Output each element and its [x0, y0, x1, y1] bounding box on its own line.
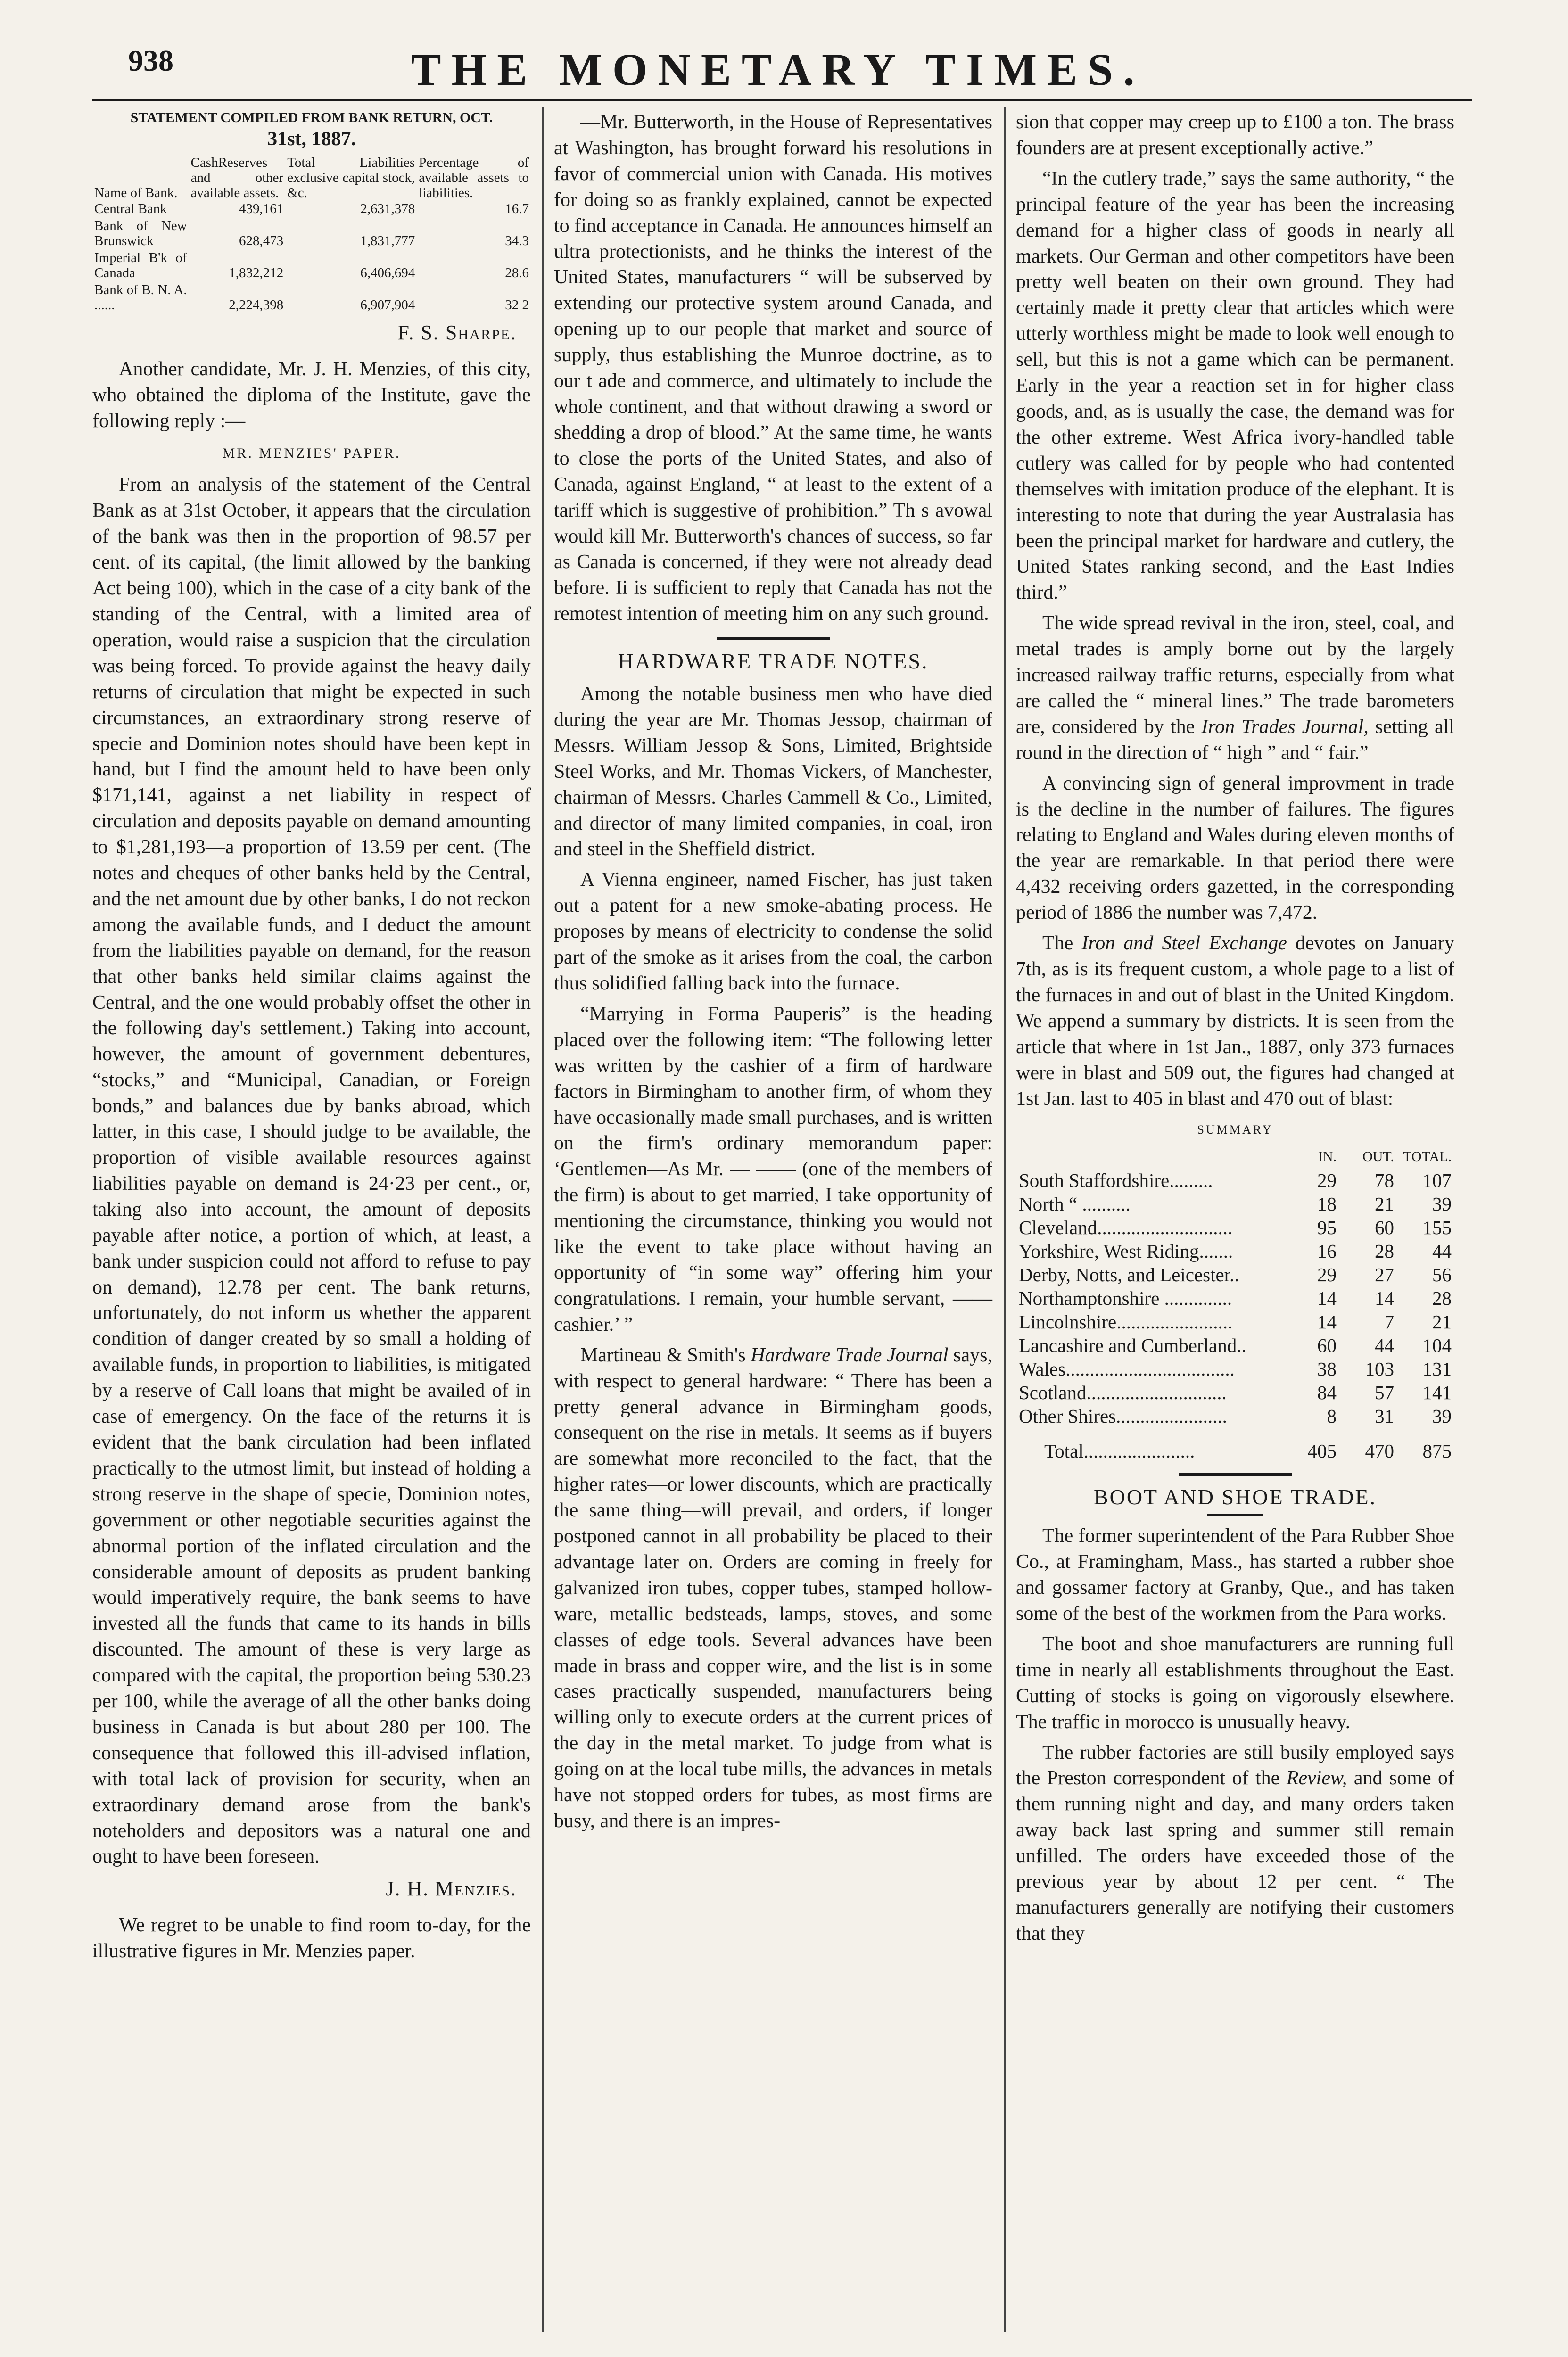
- district: Scotland.............................: [1019, 1382, 1227, 1404]
- hardware-report-text: says, with respect to general hardware: “ There has been a pretty general advance in Birmingham goods, consequent on the rise in metals. It seems as if buyers are somewhat more reconciled to the fact, that the higher rates—or lower discounts, which are practically the same thing—will prevail, and orders, if longer postponed cannot in all probability be placed to their advantage later on. Orders are coming in freely for galvanized iron tubes, copper tubes, stamped hollow-ware, metallic bedsteads, lamps, stoves, and some classes of edge tools. Several advances have been made in brass and copper wire, and the list is in some cases practically suspended, manufacturers being willing only to execute orders at the current prices of the day in the metal market. To judge from what is going on at the local tube mills, the advances in metals have not stopped orders for tubes, as most firms are busy, and there is an impres-: [554, 1344, 993, 1832]
- statement-col-name: Name of Bank.: [94, 185, 178, 200]
- district: Cleveland............................: [1019, 1217, 1233, 1239]
- total-value: 44: [1432, 1240, 1452, 1262]
- in-value: 60: [1317, 1335, 1337, 1357]
- reserves-value: 628,473: [239, 233, 284, 248]
- in-value: 14: [1317, 1311, 1337, 1333]
- district: Wales...................................: [1019, 1358, 1235, 1380]
- hardware-birmingham-report: [554, 1343, 992, 1834]
- bank-name: Imperial B'k of Canada: [94, 250, 187, 280]
- in-value: 14: [1317, 1287, 1337, 1310]
- out-value: 78: [1375, 1170, 1394, 1192]
- statement-signature: F. S. Sharpe.: [397, 321, 517, 344]
- butterworth-article: —Mr. Butterworth, in the House of Representatives at Washington, has brought forward his resolutions in favor of commercial union with Canada. His motives for doing so as frankly explained, cannot be expected to find acceptance in Canada. He announces himself an ultra protectionists, and he thinks the interest of the United States, manufacturers “ will be subserved by extending our protective system around Canada, and opening up to our people that market and source of supply, thus establishing the Munroe doctrine, as to our t ade and commerce, and ultimately to include the whole continent, and that without drawing a sword or shedding a drop of blood.” At the same time, he wants to close the ports of the United States, and also of Canada, against England, “ at least to the extent of a tariff which is suggestive of prohibition.” Th s avowal would kill Mr. Butterworth's chances of success, so far as Canada is concerned, if they were not already dead before. Ii is sufficient to reply that Canada has not the remotest intention of meeting him on any such ground.: [554, 111, 992, 625]
- iron-trades-journal-title: Iron Trades Journal,: [1201, 716, 1369, 738]
- boot-manufacturers: The boot and shoe manufacturers are running full time in nearly all establishments throughout the East. Cutting of stocks is going on vigorously elsewhere. The traffic in morocco is unusually heavy.: [1016, 1633, 1454, 1733]
- out-value: 27: [1375, 1264, 1394, 1286]
- menzies-signature: J. H. Menzies.: [386, 1877, 517, 1901]
- cutlery-paragraph: “In the cutlery trade,” says the same authority, “ the principal feature of the year has been the increasing demand for a higher class of goods in nearly all markets. Our German and other competitors have been pretty well beaten on their own ground. They had certainly made it pretty clear that articles which were utterly worthless might be made to look well enough to sell, but this is not a game which can be permanent. Early in the year a reaction set in for higher class goods, and, as is usually the case, the demand was for the other extreme. West Africa ivory-handled table cutlery was called for by people who had contented themselves with imitation produce of the elephant. It is interesting to note that during the year Australasia has been the principal market for hardware and cutlery, the United States ranking second, and the East Indies third.”: [1016, 167, 1454, 604]
- district: South Staffordshire.........: [1019, 1170, 1213, 1192]
- in-value: 38: [1317, 1358, 1337, 1380]
- in-value: 84: [1317, 1382, 1337, 1404]
- column-3: [1016, 109, 1454, 1952]
- review-title: Review,: [1286, 1767, 1347, 1789]
- liabilities-value: 6,406,694: [360, 265, 415, 280]
- exchange-text-end: devotes on January 7th, as is its frequent custom, a whole page to a list of the furnaces in and out of blast in the United Kingdom. We append a summary by districts. It is seen from the article that where in 1st Jan., 1887, only 373 furnaces were in blast and 509 out, the figures had changed at 1st Jan. last to 405 in blast and 470 out of blast:: [1016, 932, 1455, 1110]
- hardware-smoke-patent: A Vienna engineer, named Fischer, has just taken out a patent for a new smoke-abating process. He proposes by means of electricity to condense the solid part of the smoke as it arises from the coal, the carbon thus solidified falling back into the furnace.: [554, 869, 992, 994]
- total-total: 875: [1422, 1440, 1452, 1462]
- out-value: 44: [1375, 1335, 1394, 1357]
- table-row: [1016, 1192, 1454, 1216]
- in-value: 18: [1317, 1193, 1337, 1215]
- section-rule: [1179, 1473, 1292, 1476]
- liabilities-value: 2,631,378: [360, 201, 415, 216]
- statement-col-percentage: Percentage of available assets to liabilities.: [419, 155, 529, 200]
- total-label: Total.......................: [1044, 1440, 1195, 1462]
- menzies-paper-body: From an analysis of the statement of the Central Bank as at 31st October, it appears that the circulation of the bank was then in the proportion of 98.57 per cent. of its capital, (the limit allowed by the banking Act being 100), which in the case of a city bank of the standing of the Central, with a limited area of operation, would raise a suspicion that the circulation was being forced. To provide against the heavy daily returns of circulation that might be expected in such circumstances, an extraordinary strong reserve of specie and Dominion notes should have been kept in hand, but I find the amount held to have been only $171,141, against a net liability in respect of circulation and deposits payable on demand amounting to $1,281,193—a proportion of 13.59 per cent. (The notes and cheques of other banks held by the Central, and the net amount due by other banks, I do not reckon among the available funds, and I deduct the amount from the liabilities payable on demand, for the reason that other banks held similar claims against the Central, and the one would probably offset the other in the following day's settlement.) Taking into account, however, the amount of government debentures, “stocks,” and “Municipal, Canadian, or Foreign bonds,” and balances due by banks abroad, which latter, in this case, I should judge to be available, the proportion of visible available resources against liabilities payable on demand is 24·23 per cent., or, taking also into account, the amount of deposits payable after notice, a portion of which, at least, a bank under suspicion could not afford to refuse to pay on demand), 12.78 per cent. The bank returns, unfortunately, do not inform us whether the apparent condition of danger created by so small a holding of available funds, in proportion to liabilities, is mitigated by a reserve of Call loans that might be availed of in case of emergency. On the face of the returns it is evident that the bank circulation had been inflated practically to the utmost limit, but instead of holding a strong reserve in the shape of specie, Dominion notes, government or other negotiable securities against the abnormal portion of the inflated circulation and the considerable amount of deposits as prudent banking would imperatively require, the bank seems to have invested all the funds that came to its hands in bills discounted. The amount of these is very large as compared with the capital, the proportion being 530.23 per 100, while the average of all the other banks doing business in Canada is but about 280 per 100. The consequence that followed this ill-advised inflation, with total lack of provision for security, when an extraordinary demand arose from the bank's noteholders and depositors was a natural one and ought to have been foreseen.: [92, 474, 531, 1868]
- total-value: 107: [1422, 1170, 1452, 1192]
- liabilities-value: 6,907,904: [360, 297, 415, 313]
- in-value: 29: [1317, 1264, 1337, 1286]
- total-value: 21: [1432, 1311, 1452, 1333]
- table-row: [92, 249, 531, 281]
- exchange-text: The: [1042, 932, 1073, 955]
- percentage-value: 32 2: [505, 297, 529, 313]
- table-row: [92, 217, 531, 249]
- column-2: [554, 109, 992, 1839]
- in-value: 29: [1317, 1170, 1337, 1192]
- district: North “ ..........: [1019, 1193, 1131, 1215]
- hardware-journal-title: Hardware Trade Journal: [751, 1344, 949, 1366]
- reserves-value: 2,224,398: [229, 297, 284, 313]
- iron-steel-exchange-title: Iron and Steel Exchange: [1081, 932, 1287, 955]
- summary-col-out: OUT.: [1362, 1149, 1394, 1165]
- district: Yorkshire, West Riding.......: [1019, 1240, 1233, 1262]
- statement-col-reserves: CashReserves and other available assets.: [190, 155, 284, 200]
- percentage-value: 28.6: [505, 265, 529, 280]
- menzies-paper-heading: MR. MENZIES' PAPER.: [222, 445, 401, 461]
- table-row: [1016, 1404, 1454, 1428]
- total-value: 56: [1432, 1264, 1452, 1286]
- in-value: 16: [1317, 1240, 1337, 1262]
- hardware-obituaries: Among the notable business men who have died during the year are Mr. Thomas Jessop, chairman of Messrs. William Jessop & Sons, Limited, Brightside Steel Works, and Mr. Thomas Vickers, of Manchester, chairman of Messrs. Charles Cammell & Co., Limited, and director of many limited companies, in coal, iron and steel in the Sheffield district.: [554, 683, 992, 860]
- total-in: 405: [1307, 1440, 1337, 1462]
- out-value: 28: [1375, 1240, 1394, 1262]
- total-value: 28: [1432, 1287, 1452, 1310]
- table-row: [1016, 1286, 1454, 1310]
- total-value: 155: [1422, 1217, 1452, 1239]
- total-value: 131: [1422, 1358, 1452, 1380]
- revival-text: The wide spread revival in the iron, steel, coal, and metal trades is amply borne out by the largely increased railway traffic returns, especially from what are called the “ mineral lines.” The trade barometers are, considered by the: [1016, 612, 1454, 738]
- furnace-summary-table: [1016, 1145, 1454, 1463]
- boot-shoe-heading: BOOT AND SHOE TRADE.: [1093, 1485, 1377, 1509]
- hardware-source-text: Martineau & Smith's: [580, 1344, 746, 1366]
- summary-col-in: IN.: [1318, 1149, 1337, 1165]
- closing-note: We regret to be unable to find room to-day, for the illustrative figures in Mr. Menzies paper.: [92, 1914, 531, 1962]
- district: Lincolnshire........................: [1019, 1311, 1233, 1333]
- statement-table: [92, 155, 531, 313]
- summary-total-row: [1016, 1428, 1454, 1463]
- percentage-value: 34.3: [505, 233, 529, 248]
- in-value: 8: [1327, 1405, 1337, 1427]
- out-value: 60: [1375, 1217, 1394, 1239]
- menzies-intro: Another candidate, Mr. J. H. Menzies, of this city, who obtained the diploma of the Institute, gave the following reply :—: [92, 358, 531, 432]
- table-row: [1016, 1169, 1454, 1192]
- copper-continuation: sion that copper may creep up to £100 a ton. The brass founders are at present exceptionally active.”: [1016, 111, 1454, 159]
- exchange-paragraph: [1016, 931, 1454, 1112]
- total-out: 470: [1365, 1440, 1394, 1462]
- district: Derby, Notts, and Leicester..: [1019, 1264, 1239, 1286]
- reserves-value: 1,832,212: [229, 265, 284, 280]
- total-value: 141: [1422, 1382, 1452, 1404]
- out-value: 31: [1375, 1405, 1394, 1427]
- boot-rubber-factories: [1016, 1740, 1454, 1947]
- table-row: [1016, 1216, 1454, 1239]
- page-number: 938: [128, 44, 173, 77]
- table-row: [1016, 1334, 1454, 1357]
- table-row: [1016, 1263, 1454, 1286]
- table-row: [1016, 1310, 1454, 1334]
- liabilities-value: 1,831,777: [360, 233, 415, 248]
- total-value: 39: [1432, 1405, 1452, 1427]
- heading-underline: [1207, 1514, 1263, 1516]
- bank-name: Central Bank: [94, 201, 167, 216]
- column-1: [92, 109, 531, 1969]
- hardware-heading: HARDWARE TRADE NOTES.: [618, 649, 929, 674]
- section-rule: [717, 637, 830, 640]
- out-value: 57: [1375, 1382, 1394, 1404]
- masthead: THE MONETARY TIMES.: [411, 44, 1145, 95]
- bank-name: Bank of B. N. A. ......: [94, 282, 187, 313]
- column-divider-1: [542, 107, 544, 2332]
- statement-title: STATEMENT COMPILED FROM BANK RETURN, OCT.: [130, 110, 493, 125]
- total-value: 104: [1422, 1335, 1452, 1357]
- hardware-marrying-item: “Marrying in Forma Pauperis” is the heading placed over the following item: “The following letter was written by the cashier of a firm of hardware factors in Birmingham to another firm, of whom they have occasionally made small purchases, and is written on the firm's ordinary memorandum paper: ‘Gentlemen—As Mr. — —— (one of the members of the firm) is about to get married, I take opportunity of mentioning the circumstance, thinking you would not like the event to take place without having an opportunity of “in some way” offering him your congratulations. I remain, your humble servant, —— cashier.’ ”: [554, 1003, 992, 1335]
- column-divider-2: [1004, 107, 1006, 2332]
- district: Northamptonshire ..............: [1019, 1287, 1232, 1310]
- table-row: [1016, 1357, 1454, 1381]
- out-value: 21: [1375, 1193, 1394, 1215]
- boot-para-rubber: The former superintendent of the Para Rubber Shoe Co., at Framingham, Mass., has started a rubber shoe and gossamer factory at Granby, Que., and has taken some of the best of the workmen from the Para works.: [1016, 1525, 1454, 1624]
- table-row: [1016, 1239, 1454, 1263]
- rubber-text: The rubber factories are still busily employed says the Preston correspondent of the: [1016, 1741, 1454, 1789]
- revival-text-end: setting all round in the direction of “ high ” and “ fair.”: [1016, 716, 1454, 764]
- table-row: [92, 200, 531, 217]
- total-value: 39: [1432, 1193, 1452, 1215]
- summary-label: SUMMARY: [1197, 1123, 1273, 1137]
- district: Lancashire and Cumberland..: [1019, 1335, 1246, 1357]
- out-value: 14: [1375, 1287, 1394, 1310]
- statement-date: 31st, 1887.: [267, 128, 356, 150]
- failures-paragraph: A convincing sign of general improvment in trade is the decline in the number of failures. The figures relating to England and Wales during eleven months of the year are remarkable. In that period there were 4,432 receiving orders gazetted, in the corresponding period of 1886 the number was 7,472.: [1016, 772, 1454, 924]
- table-row: [1016, 1381, 1454, 1404]
- out-value: 103: [1365, 1358, 1394, 1380]
- percentage-value: 16.7: [505, 201, 529, 216]
- in-value: 95: [1317, 1217, 1337, 1239]
- out-value: 7: [1384, 1311, 1394, 1333]
- table-row: [92, 281, 531, 313]
- bank-name: Bank of New Brunswick: [94, 218, 187, 248]
- header-rule: [92, 99, 1472, 101]
- statement-col-liabilities: Total Liabilities exclusive capital stock, &c.: [287, 155, 415, 200]
- revival-paragraph: [1016, 610, 1454, 766]
- reserves-value: 439,161: [239, 201, 284, 216]
- district: Other Shires.......................: [1019, 1405, 1227, 1427]
- rubber-text-end: and some of them running night and day, and many orders taken away back last spring and summer still remain unfilled. The orders have exceeded those of the previous year by about 12 per cent. “ The manufacturers generally are notifying their customers that they: [1016, 1767, 1455, 1945]
- summary-col-total: TOTAL.: [1403, 1149, 1452, 1165]
